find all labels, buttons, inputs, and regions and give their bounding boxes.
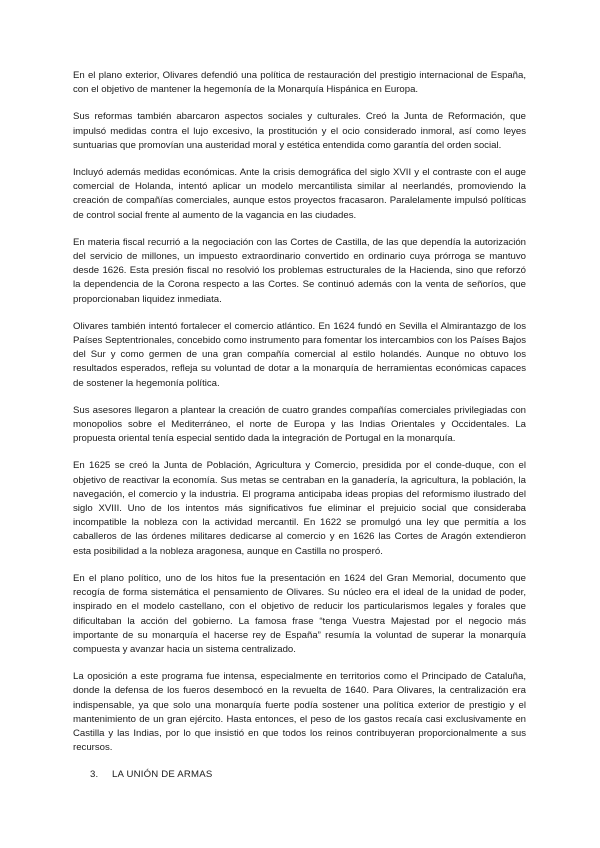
document-body <box>73 69 526 783</box>
section-heading <box>73 768 526 782</box>
paragraph-economic-measures: Incluyó además medidas económicas. Ante la crisis demográfica del siglo XVII y el contraste con el auge comercial de Holanda, intentó aplicar un modelo mercantilista similar al neerlandés, promoviendo la creación de compañías comerciales, aunque estos proyectos fracasaron. Paralelamente impulsó políticas de control social frente al aumento de la vagancia en las ciudades. <box>73 167 526 221</box>
paragraph-gran-memorial: En el plano político, uno de los hitos fue la presentación en 1624 del Gran Memorial, documento que recogía de forma sistemática el pensamiento de Olivares. Su núcleo era el ideal de la unidad de poder, inspirado en el modelo castellano, con el objetivo de reducir los particularismos legales y forales que dificultaban la acción del gobierno. La famosa frase “tenga Vuestra Majestad por el negocio más importante de su monarquía el hacerse rey de España” resumía la voluntad de superar la monarquía compuesta y avanzar hacia un sistema centralizado. <box>73 572 526 655</box>
paragraph-exterior-policy: En el plano exterior, Olivares defendió una política de restauración del prestigio internacional de España, con el objetivo de mantener la hegemonía de la Monarquía Hispánica en Europa. <box>73 70 526 96</box>
paragraph-atlantic-trade: Olivares también intentó fortalecer el comercio atlántico. En 1624 fundó en Sevilla el Almirantazgo de los Países Septentrionales, concebido como instrumento para fomentar los intercambios con los Países Bajos del Sur y como germen de una gran compañía comercial al estilo holandés. Aunque no obtuvo los resultados esperados, refleja su voluntad de dotar a la monarquía de herramientas económicas capaces de sostener la hegemonía política. <box>73 320 526 389</box>
section-title: LA UNIÓN DE ARMAS <box>112 769 213 781</box>
paragraph-junta-poblacion: En 1625 se creó la Junta de Población, Agricultura y Comercio, presidida por el conde-duque, con el objetivo de reactivar la economía. Sus metas se centraban en la ganadería, la agricultura, la población, la navegación, el comercio y la industria. El programa anticipaba ideas propias del reformismo ilustrado del siglo XVIII. Uno de los intentos más significativos fue eliminar el prejuicio social que consideraba incompatible la nobleza con la actividad mercantil. En 1622 se promulgó una ley que permitía a los caballeros de las órdenes militares dedicarse al comercio y en 1626 las Cortes de Aragón extendieron esta posibilidad a la nobleza aragonesa, aunque en Castilla no prosperó. <box>73 460 526 557</box>
section-number: 3. <box>90 769 99 781</box>
paragraph-fiscal-policy: En materia fiscal recurrió a la negociación con las Cortes de Castilla, de las que dependía la autorización del servicio de millones, un impuesto extraordinario convertido en ordinario cuya prórroga se mantuvo desde 1626. Esta presión fiscal no resolvió los problemas estructurales de la Hacienda, sino que reforzó la dependencia de la Corona respecto a las Cortes. Se continuó además con la venta de señoríos, que proporcionaban liquidez inmediata. <box>73 236 526 305</box>
paragraph-trading-companies: Sus asesores llegaron a plantear la creación de cuatro grandes compañías comerciales privilegiadas con monopolios sobre el Mediterráneo, el norte de Europa y las Indias Orientales y Occidentales. La propuesta oriental tenía especial sentido dada la integración de Portugal en la monarquía. <box>73 404 526 445</box>
paragraph-opposition: La oposición a este programa fue intensa, especialmente en territorios como el Principado de Cataluña, donde la defensa de los fueros desembocó en la revuelta de 1640. Para Olivares, la centralización era indispensable, ya que solo una monarquía fuerte podía sostener una política exterior de prestigio y el mantenimiento de un gran ejército. Hasta entonces, el peso de los gastos recaía casi exclusivamente en Castilla y las Indias, por lo que insistió en que todos los reinos contribuyeran proporcionalmente a sus recursos. <box>73 671 526 754</box>
paragraph-social-reforms: Sus reformas también abarcaron aspectos sociales y culturales. Creó la Junta de Reformación, que impulsó medidas contra el lujo excesivo, la prostitución y el ocio considerado inmoral, así como leyes suntuarias que promovían una austeridad moral y estética entendida como garantía del orden social. <box>73 111 526 151</box>
